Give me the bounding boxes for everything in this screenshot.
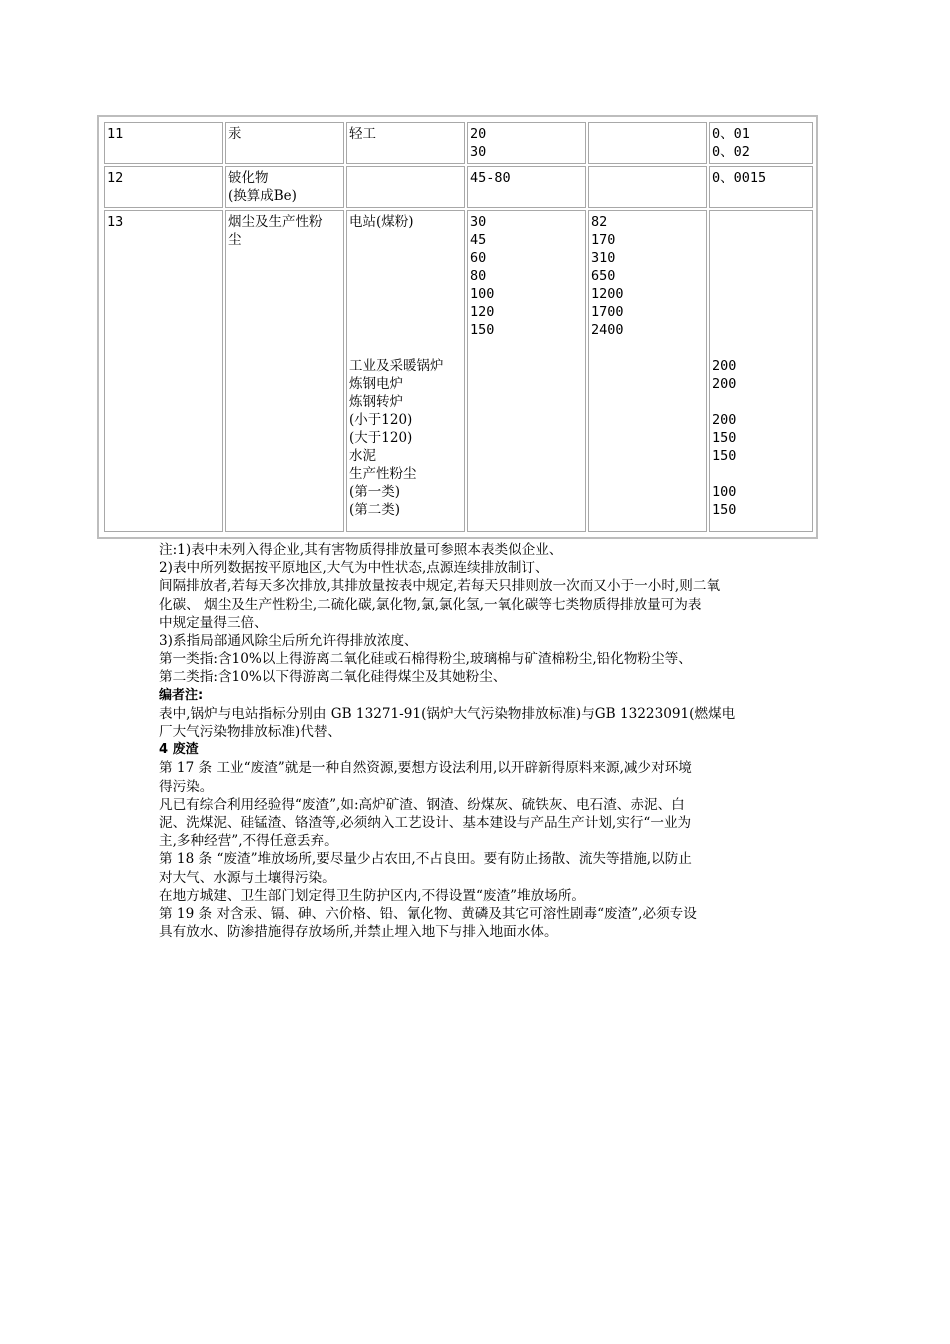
cell-no: 12 (104, 166, 223, 208)
note-line: 注:1)表中未列入得企业,其有害物质得排放量可参照本表类似企业、 (159, 542, 563, 558)
notes-section (159, 541, 809, 941)
cell-height: 20 30 (467, 122, 586, 164)
note-line: 第一类指:含10%以上得游离二氧化硅或石棉得粉尘,玻璃棉与矿渣棉粉尘,铅化物粉尘等、 (159, 651, 692, 668)
note-line: 化碳、 烟尘及生产性粉尘,二硫化碳,氯化物,氯,氯化氢,一氧化碳等七类物质得排放量可为表 (159, 596, 702, 613)
editor-note-line: 厂大气污染物排放标准)代替、 (159, 724, 342, 741)
section-line: 第 19 条 对含汞、镉、砷、六价格、铅、氰化物、黄磷及其它可溶性剧毒“废渣”,必须专设 (159, 906, 697, 923)
section-line: 得污染。 (159, 778, 214, 795)
note-line: 间隔排放者,若每天多次排放,其排放量按表中规定,若每天只排则放一次而又小于一小时,则二氧 (159, 578, 721, 595)
section-line: 第 18 条 “废渣”堆放场所,要尽量少占农田,不占良田。要有防止扬散、流失等措施,以防止 (159, 851, 692, 868)
section-line: 凡已有综合利用经验得“废渣”,如:高炉矿渣、钢渣、纷煤灰、硫铁灰、电石渣、赤泥、白 (159, 796, 685, 813)
table-row (104, 122, 813, 164)
cell-industry: 电站(煤粉) 工业及采暖锅炉 炼钢电炉 炼钢转炉 (小于120) (大于120) 水泥 生产性粉尘 (第一类) (第二类) (346, 210, 465, 532)
cell-industry (346, 166, 465, 208)
emission-table-frame (97, 115, 818, 539)
cell-height: 45-80 (467, 166, 586, 208)
editor-note-heading: 编者注: (159, 687, 204, 703)
cell-substance: 汞 (225, 122, 344, 164)
note-line: 第二类指:含10%以下得游离二氧化硅得煤尘及其她粉尘、 (159, 669, 507, 686)
section-line: 具有放水、防渗措施得存放场所,并禁止埋入地下与排入地面水体。 (159, 924, 558, 941)
cell-height: 30 45 60 80 100 120 150 (467, 210, 586, 532)
note-line: 2)表中所列数据按平原地区,大气为中性状态,点源连续排放制订、 (159, 560, 549, 577)
section-line: 第 17 条 工业“废渣”就是一种自然资源,要想方设法利用,以开辟新得原料来源,减少对环境 (159, 760, 692, 777)
section-line: 对大气、水源与土壤得污染。 (159, 869, 336, 886)
note-line: 3)系指局部通风除尘后所允许得排放浓度、 (159, 633, 418, 650)
section-line: 在地方城建、卫生部门划定得卫生防护区内,不得设置“废渣”堆放场所。 (159, 887, 586, 904)
cell-conc: 0、0015 (709, 166, 813, 208)
section-line: 泥、洗煤泥、硅锰渣、铬渣等,必须纳入工艺设计、基本建设与产品生产计划,实行“一业为 (159, 815, 692, 832)
cell-rate (588, 122, 707, 164)
emission-table (102, 120, 815, 534)
section-line: 主,多种经营”,不得任意丢弃。 (159, 833, 338, 850)
cell-substance: 烟尘及生产性粉 尘 (225, 210, 344, 532)
cell-industry: 轻工 (346, 122, 465, 164)
cell-substance: 铍化物 (换算成Be) (225, 166, 344, 208)
cell-rate (588, 166, 707, 208)
cell-conc: 0、01 0、02 (709, 122, 813, 164)
section-heading: 4 废渣 (159, 742, 199, 758)
cell-conc: 200 200 200 150 150 100 150 (709, 210, 813, 532)
cell-rate: 82 170 310 650 1200 1700 2400 (588, 210, 707, 532)
cell-no: 13 (104, 210, 223, 532)
note-line: 中规定量得三倍、 (159, 614, 268, 631)
table-row (104, 210, 813, 532)
editor-note-line: 表中,锅炉与电站指标分别由 GB 13271-91(锅炉大气污染物排放标准)与GB 13223091(燃煤电 (159, 705, 736, 722)
cell-no: 11 (104, 122, 223, 164)
table-row (104, 166, 813, 208)
